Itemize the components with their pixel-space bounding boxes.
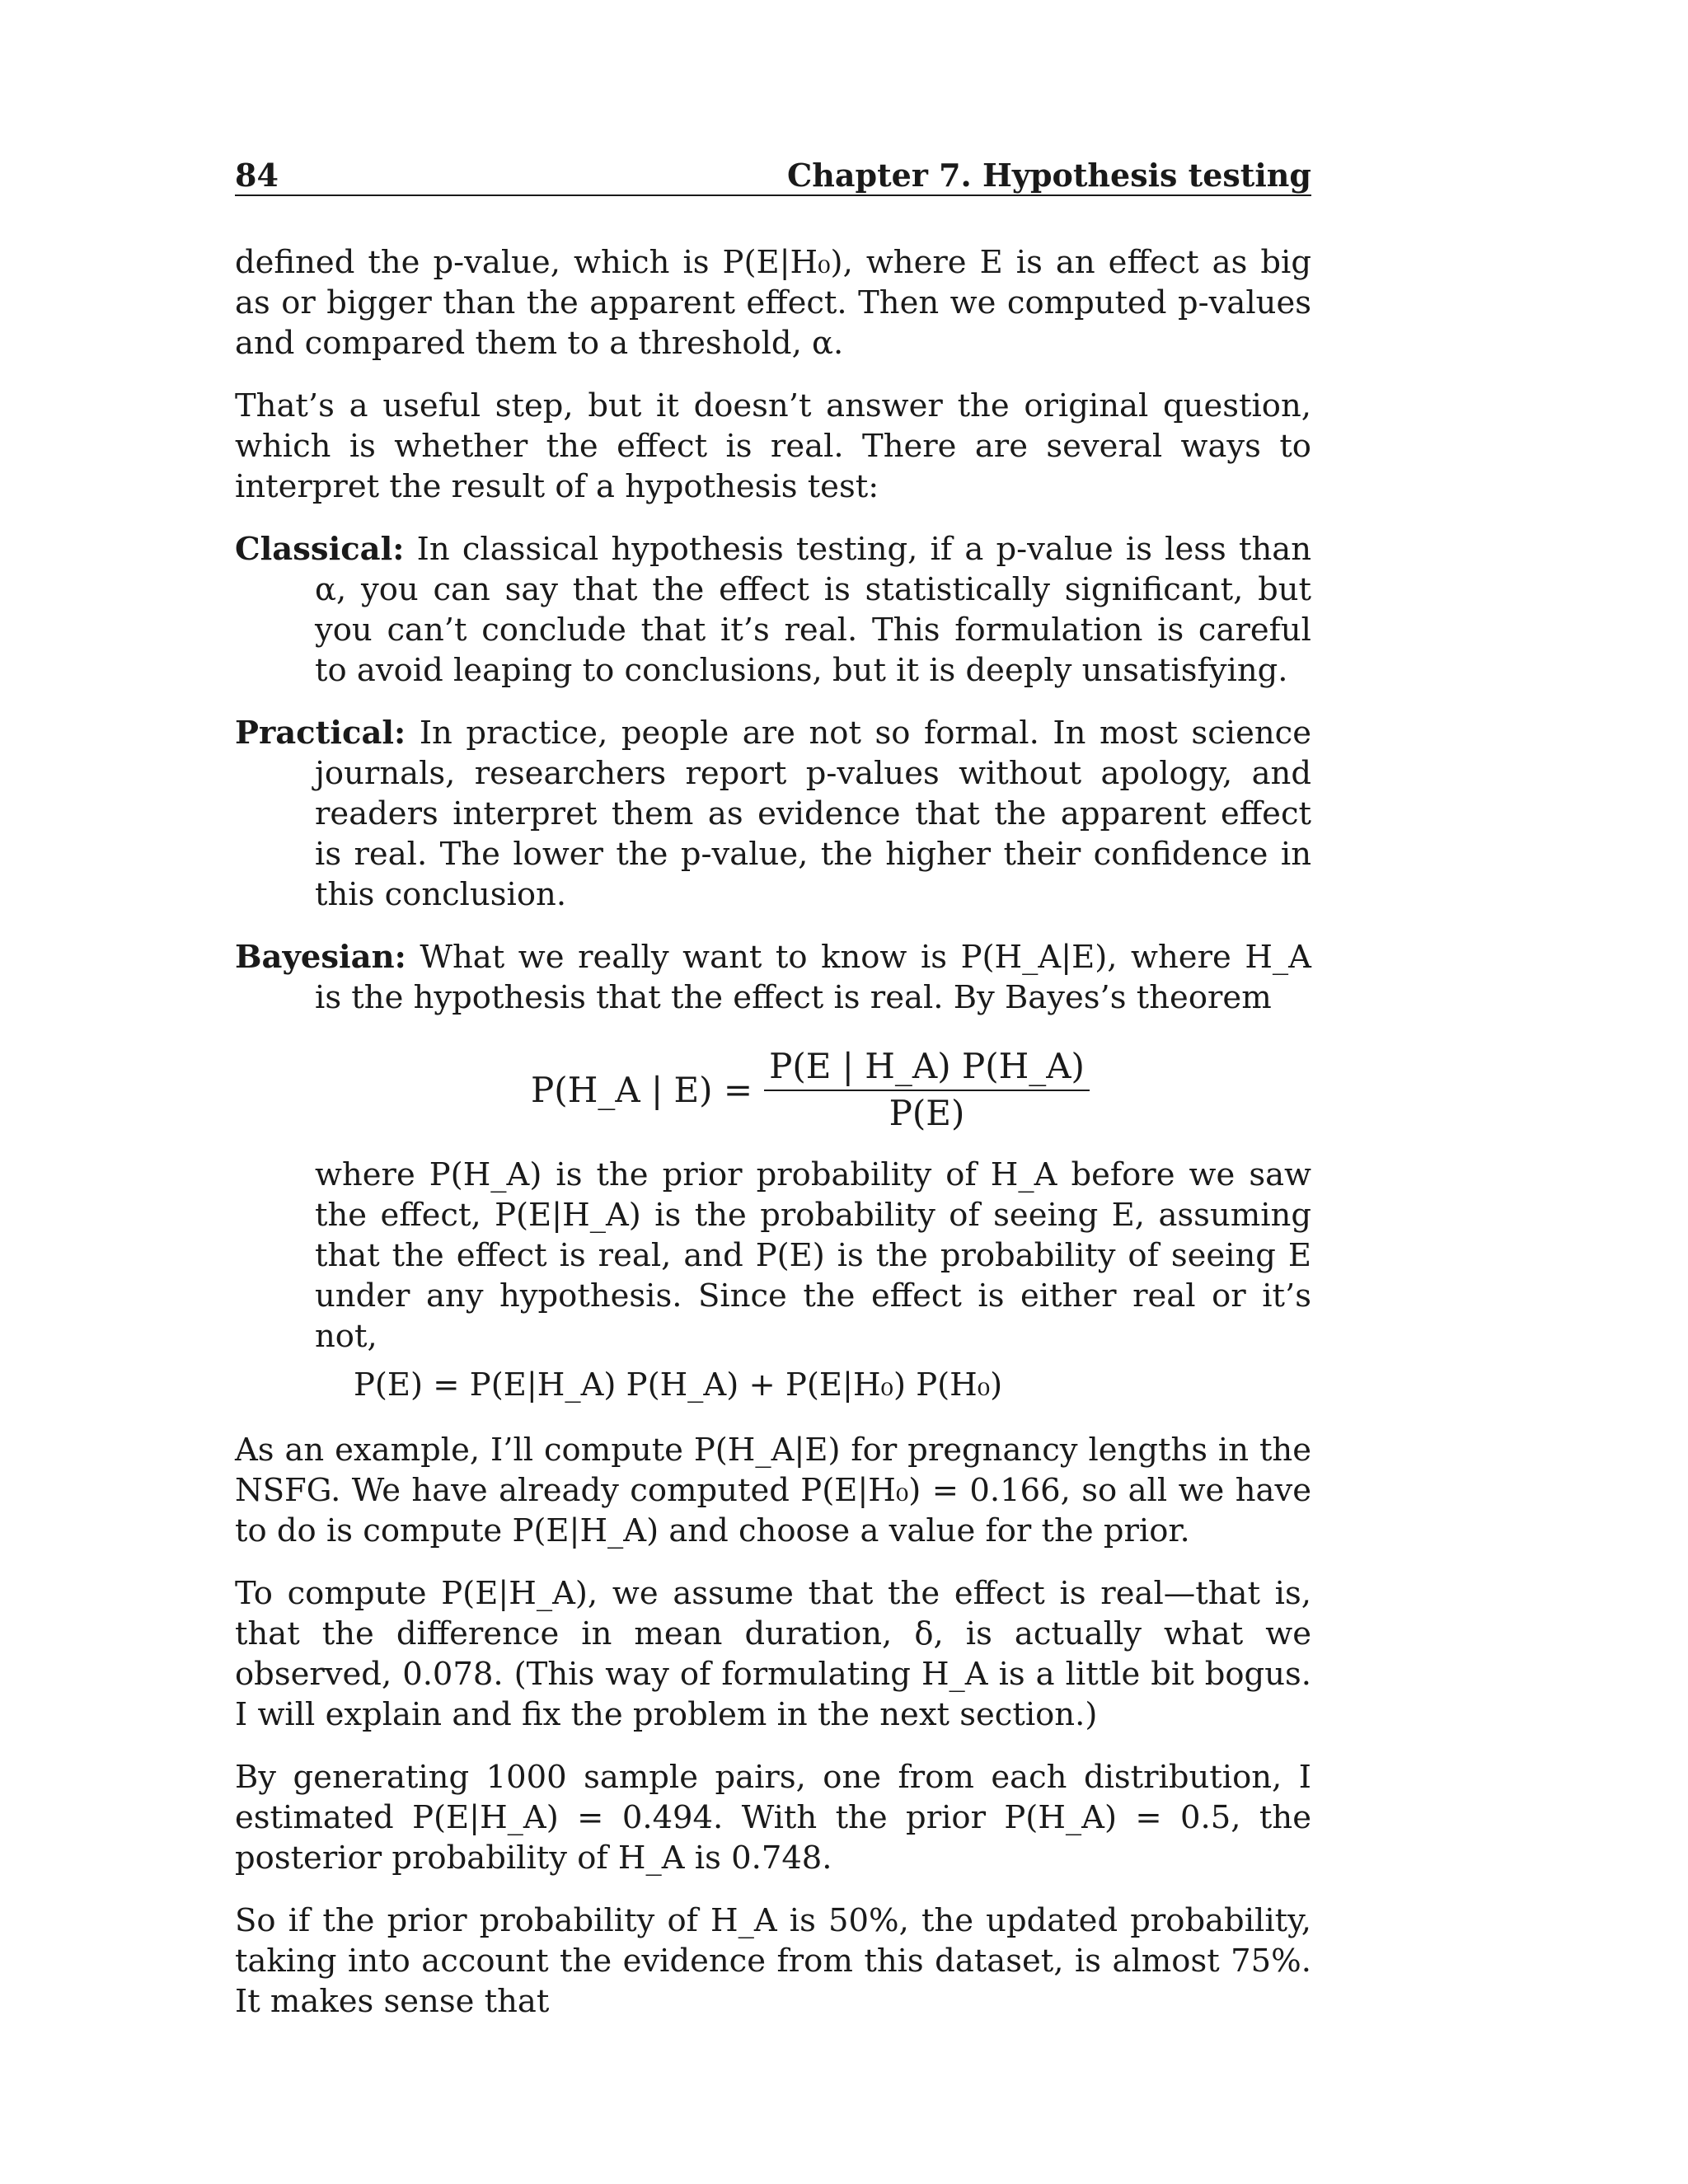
paragraph: As an example, I’ll compute P(H_A|E) for pregnancy lengths in the NSFG. We have already computed P(E|H₀) = 0.166, so all we have to do is compute P(E|H_A) and choose a value for the prior. [235,1432,1311,1549]
chapter-title: Chapter 7. Hypothesis testing [787,157,1311,194]
paragraph: That’s a useful step, but it doesn’t answer the original question, which is whether the effect is real. There are several ways to interpret the result of a hypothesis test: [235,387,1311,505]
fraction-numerator: P(E | H_A) P(H_A) [764,1046,1090,1091]
paragraph: defined the p-value, which is P(E|H₀), where E is an effect as big as or bigger than the apparent effect. Then we computed p-values and compared them to a threshold, α. [235,244,1311,362]
bayes-continuation: where P(H_A) is the prior probability of H_A before we saw the effect, P(E|H_A) is the probability of seeing E, assuming that the effect is real, and P(E) is the probability of seeing E under any hypothesis. Since the effect is either real or it’s not, [315,1156,1311,1355]
term-text: In classical hypothesis testing, if a p-value is less than α, you can say that the effect is statistically significant, but you can’t conclude that it’s real. This formulation is careful to avoid leaping to conclusions, but it is deeply unsatisfying. [315,531,1312,689]
running-header [235,153,1311,196]
fraction-denominator: P(E) [889,1093,965,1133]
term-text: In practice, people are not so formal. In most science journals, researchers report p-values without apology, and readers interpret them as evidence that the apparent effect is real. The lower the p-value, the higher their confidence in this conclusion. [315,715,1311,913]
body-text [235,242,1311,2044]
term-label: Practical: [235,715,406,752]
page-number: 84 [235,157,279,194]
equation-fraction [764,1046,1090,1133]
definition-item-practical [235,713,1311,915]
equation-lhs: P(H_A | E) = [531,1069,753,1110]
term-text: What we really want to know is P(H_A|E), where H_A is the hypothesis that the effect is real. By Bayes’s theorem [315,939,1311,1016]
definition-item-classical [235,529,1311,691]
paragraph: To compute P(E|H_A), we assume that the effect is real—that is, that the difference in mean duration, δ, is actually what we observed, 0.078. (This way of formulating H_A is a little bit bogus. I will explain and fix the problem in the next section.) [235,1575,1311,1733]
paragraph: So if the prior probability of H_A is 50%, the updated probability, taking into account the evidence from this dataset, is almost 75%. It makes sense that [235,1902,1311,2020]
paragraph: By generating 1000 sample pairs, one from each distribution, I estimated P(E|H_A) = 0.494. With the prior P(H_A) = 0.5, the posterior probability of H_A is 0.748. [235,1759,1311,1877]
bayes-equation [235,1046,1311,1133]
total-probability-equation: P(E) = P(E|H_A) P(H_A) + P(E|H₀) P(H₀) [354,1366,1003,1404]
term-label: Bayesian: [235,939,406,976]
term-label: Classical: [235,531,405,568]
definition-item-bayesian [235,937,1311,1018]
